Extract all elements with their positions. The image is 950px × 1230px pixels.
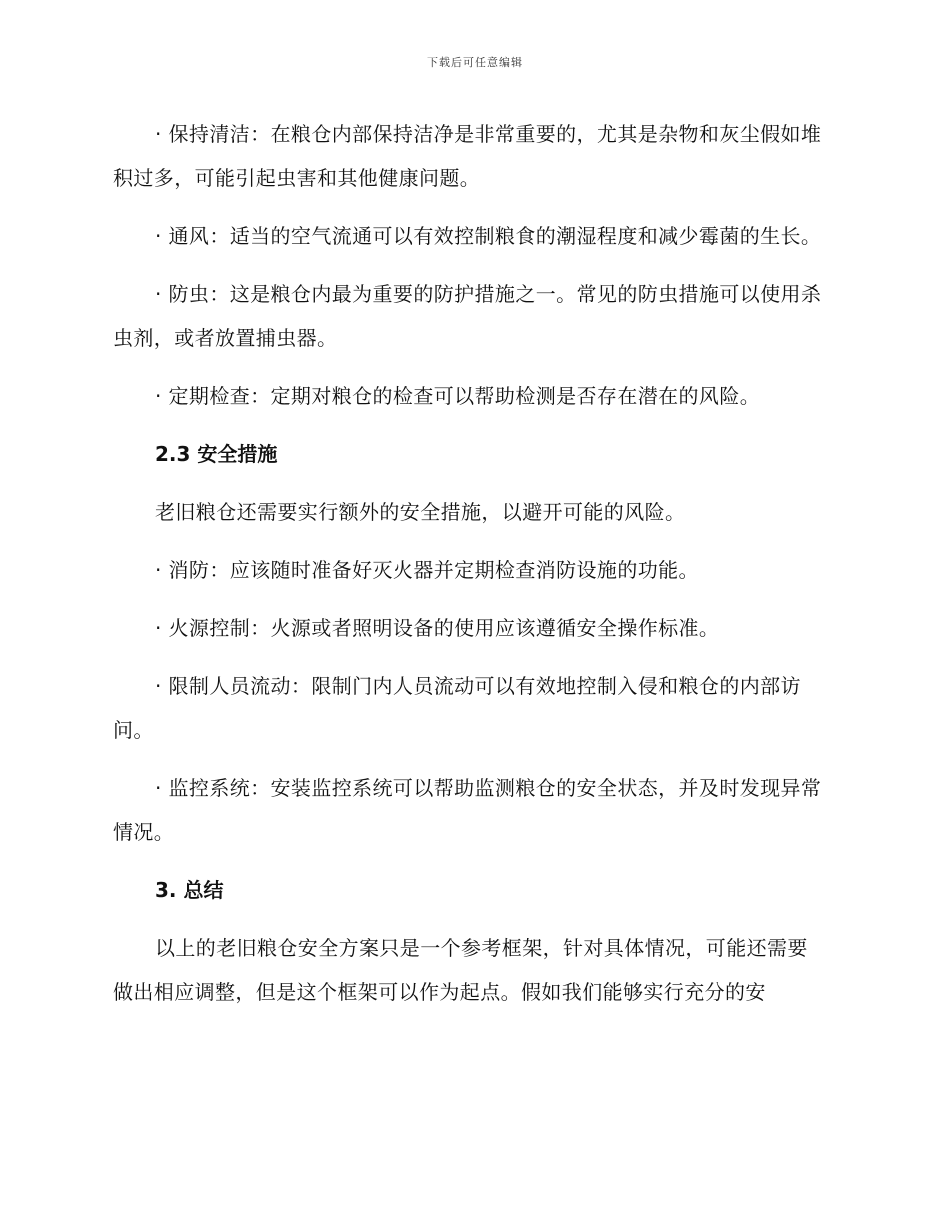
paragraph-regular-inspection: · 定期检查：定期对粮仓的检查可以帮助检测是否存在潜在的风险。 <box>155 384 761 408</box>
section-heading-safety-measures: 2.3 安全措施 <box>155 442 278 466</box>
page-header: 下载后可任意编辑 <box>427 56 523 69</box>
section-heading-summary: 3. 总结 <box>155 878 224 902</box>
paragraph-access-restriction: · 限制人员流动：限制门内人员流动可以有效地控制入侵和粮仓的内部访问。 <box>113 674 801 742</box>
paragraph-monitoring-system: · 监控系统：安装监控系统可以帮助监测粮仓的安全状态，并及时发现异常情况。 <box>113 776 822 844</box>
paragraph-fire-fighting: · 消防：应该随时准备好灭火器并定期检查消防设施的功能。 <box>155 558 699 582</box>
paragraph-keep-clean: · 保持清洁：在粮仓内部保持洁净是非常重要的，尤其是杂物和灰尘假如堆积过多，可能引起虫害和其他健康问题。 <box>113 122 822 190</box>
paragraph-pest-control: · 防虫：这是粮仓内最为重要的防护措施之一。常见的防虫措施可以使用杀虫剂，或者放置捕虫器。 <box>113 282 822 350</box>
paragraph-safety-intro: 老旧粮仓还需要实行额外的安全措施，以避开可能的风险。 <box>155 500 686 524</box>
paragraph-summary: 以上的老旧粮仓安全方案只是一个参考框架，针对具体情况，可能还需要做出相应调整，但是这个框架可以作为起点。假如我们能够实行充分的安 <box>113 936 808 1004</box>
paragraph-ventilation: · 通风：适当的空气流通可以有效控制粮食的潮湿程度和减少霉菌的生长。 <box>155 224 822 248</box>
document-body <box>113 112 828 1014</box>
paragraph-ignition-control: · 火源控制：火源或者照明设备的使用应该遵循安全操作标准。 <box>155 616 720 640</box>
